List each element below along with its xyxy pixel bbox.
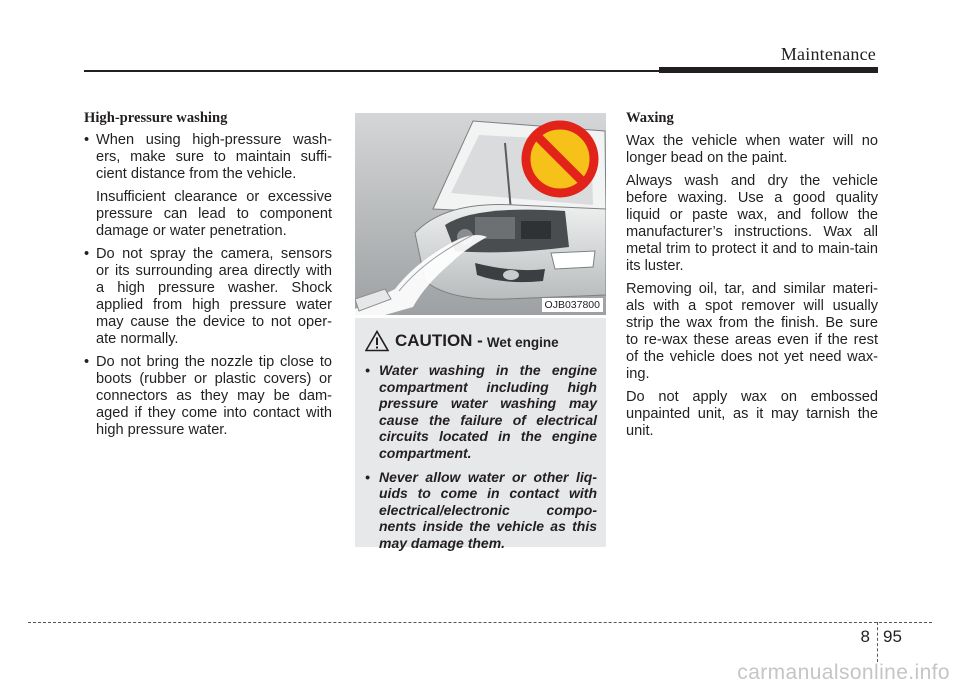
- bullet-text: Do not bring the nozzle tip close to boots (rubber or plastic covers) or connectors as they may be dam-aged if they come into contact with high pressure water.: [96, 354, 332, 438]
- caution-body: [365, 362, 597, 559]
- chapter-number: 8: [860, 627, 870, 646]
- paragraph: Always wash and dry the vehicle before waxing. Use a good quality liquid or paste wax, and follow the manufacturer’s instructions. Wax all metal trim to protect it and to main-tain its luster.: [626, 173, 878, 274]
- bullet-icon: •: [84, 354, 90, 370]
- warning-triangle-icon: [365, 330, 389, 352]
- list-item: [84, 354, 332, 439]
- right-column: [626, 110, 878, 446]
- bullet-icon: •: [84, 132, 90, 148]
- section-heading-waxing: Waxing: [626, 110, 674, 126]
- caution-header: [365, 330, 559, 352]
- prohibition-icon: [520, 119, 600, 199]
- paragraph: Removing oil, tar, and similar materi-als with a spot remover will usually strip the wax from the finish. Be sure to re-wax these areas even if the rest of the vehicle does not yet need wax-ing.: [626, 281, 878, 382]
- section-title: Maintenance: [780, 44, 876, 64]
- list-item: [84, 246, 332, 348]
- footer-rule: [28, 622, 932, 623]
- caution-text: Never allow water or other liq-uids to come in contact with electrical/electronic compo-nents inside the vehicle as this may damage them.: [379, 468, 597, 551]
- bullet-text: When using high-pressure wash-ers, make sure to maintain suffi-cient distance from the vehicle.: [96, 132, 332, 182]
- watermark: carmanualsonline.info: [737, 661, 950, 684]
- paragraph: Do not apply wax on embossed unpainted unit, as it may tarnish the unit.: [626, 389, 878, 439]
- left-column: [84, 110, 332, 445]
- header-accent-bar: [659, 67, 878, 73]
- bullet-icon: •: [365, 362, 370, 378]
- caution-subtitle: Wet engine: [486, 334, 559, 350]
- caution-text: Water washing in the engine compartment including high pressure water washing may cause the failure of electrical circuits located in the engine compartment.: [379, 362, 597, 461]
- caution-box: [355, 318, 606, 551]
- caution-title: CAUTION -: [395, 331, 483, 350]
- paragraph: Wax the vehicle when water will no longer bead on the paint.: [626, 133, 878, 166]
- figure-code: OJB037800: [542, 298, 603, 312]
- header-rule: [84, 70, 659, 72]
- bullet-followup-text: Insufficient clearance or excessive pressure can lead to component damage or water penetration.: [96, 189, 332, 239]
- page-number: 95: [883, 627, 902, 646]
- bullet-icon: •: [84, 246, 90, 262]
- list-item: [365, 362, 597, 462]
- bullet-text: Do not spray the camera, sensors or its surrounding area directly with a high pressure washer. Shock applied from high pressure water may cause the device to not oper-ate normally.: [96, 246, 332, 347]
- page-separator: [877, 622, 878, 662]
- bullet-icon: •: [365, 468, 370, 485]
- list-item: [84, 132, 332, 183]
- list-item: [365, 469, 597, 552]
- figure-engine-washing: [355, 113, 606, 315]
- section-heading-high-pressure-washing: High-pressure washing: [84, 110, 228, 126]
